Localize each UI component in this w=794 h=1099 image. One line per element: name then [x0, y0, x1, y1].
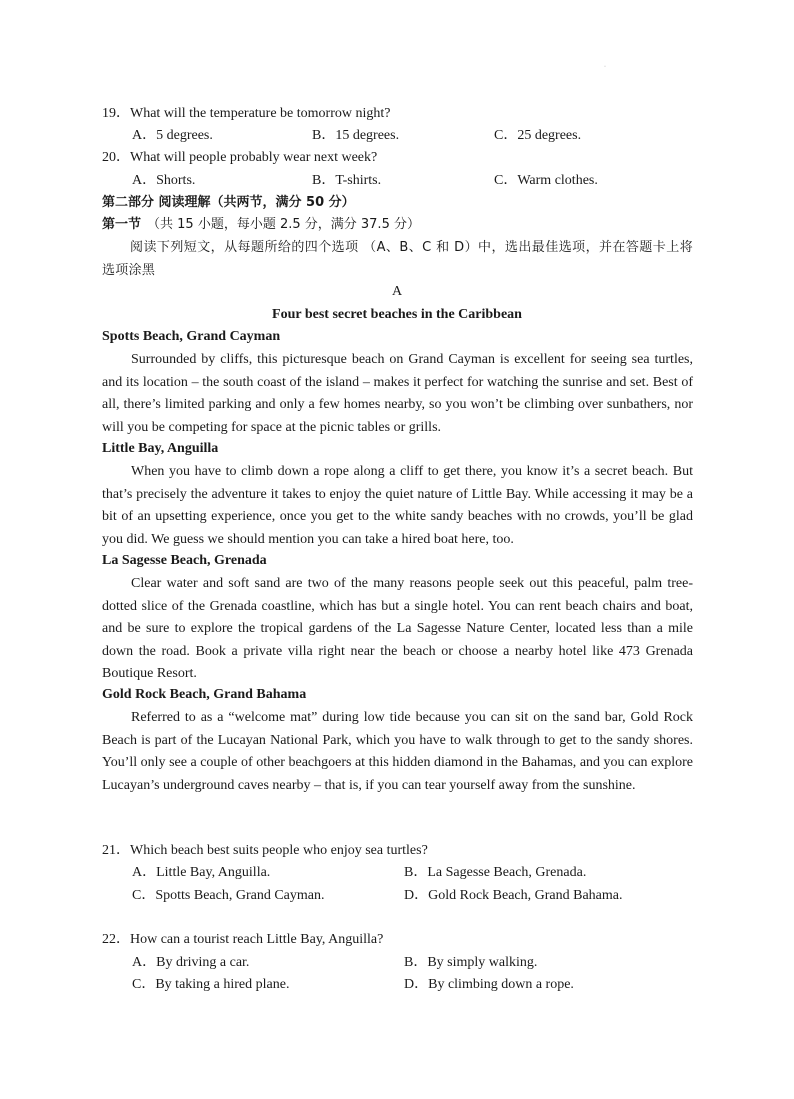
section-body-spotts: Surrounded by cliffs, this picturesque beach on Grand Cayman is excellent for seeing sea turtles, and its location – the south coast of the island – makes it perfect for watching the sunrise and set. Best of all, there’s limited parking and only a few homes nearby, so you won’t be climbing over sunbathers, nor will you be competing for space at the picnic tables or grills. [102, 352, 693, 435]
section-body-la-sagesse: Clear water and soft sand are two of the many reasons people seek out this peaceful, palm tree-dotted slice of the Grenada coastline, which has but a single hotel. You can rent beach chairs and boat, and be sure to explore the tropical gardens of the La Sagesse Nature Center, located less than a mile down the road. Book a private villa right near the beach or choose a nearby hotel like 473 Grenada Boutique Resort. [102, 576, 693, 681]
q19-option-c: C．25 degrees. [494, 128, 582, 143]
q22-option-b: B．By simply walking. [404, 955, 538, 970]
q21-option-b: B．La Sagesse Beach, Grenada. [404, 865, 587, 880]
reading-instruction: 阅读下列短文，从每题所给的四个选项 （A、B、C 和 D）中，选出最佳选项，并在答题卡上将选项涂黑 [102, 240, 693, 278]
q22-option-a: A．By driving a car. [132, 955, 250, 970]
section-heading-la-sagesse: La Sagesse Beach, Grenada [102, 553, 267, 568]
q20-option-b: B．T-shirts. [312, 173, 382, 188]
corner-mark: · [604, 64, 606, 70]
section-heading-spotts: Spotts Beach, Grand Cayman [102, 329, 281, 344]
q21-option-c: C．Spotts Beach, Grand Cayman. [132, 888, 325, 903]
q22-option-d: D．By climbing down a rope. [404, 977, 574, 992]
q19-option-a: A．5 degrees. [132, 128, 213, 143]
section-body-gold-rock: Referred to as a “welcome mat” during low tide because you can sit on the sand bar, Gold Rock Beach is part of the Lucayan National Park, which you have to walk through to get to the sandy shores. You’ll only see a couple of other beachgoers at this hidden diamond in the Bahamas, and you can explore Lucayan’s underground caves nearby – that is, if you can tear yourself away from the sunshine. [102, 710, 693, 793]
q22-option-c: C．By taking a hired plane. [132, 977, 290, 992]
q21-option-d: D．Gold Rock Beach, Grand Bahama. [404, 888, 623, 903]
section-label: 第一节 [102, 217, 142, 232]
q22-stem: 22．How can a tourist reach Little Bay, Anguilla? [102, 932, 384, 947]
passage-letter: A [391, 284, 403, 299]
passage-title: Four best secret beaches in the Caribbean [272, 307, 522, 322]
q21-stem: 21．Which beach best suits people who enjoy sea turtles? [102, 843, 428, 858]
q21-option-a: A．Little Bay, Anguilla. [132, 865, 271, 880]
q19-option-b: B．15 degrees. [312, 128, 400, 143]
q20-stem: 20．What will people probably wear next week? [102, 150, 378, 165]
q20-option-a: A．Shorts. [132, 173, 196, 188]
section-heading-gold-rock: Gold Rock Beach, Grand Bahama [102, 687, 307, 702]
section-note: （共 15 小题，每小题 2.5 分，满分 37.5 分） [147, 217, 420, 232]
section-heading-little-bay: Little Bay, Anguilla [102, 441, 219, 456]
q19-stem: 19．What will the temperature be tomorrow night? [102, 106, 391, 121]
part2-heading: 第二部分 阅读理解（共两节，满分 50 分） [102, 195, 355, 210]
section-one-line [102, 215, 420, 235]
section-body-little-bay: When you have to climb down a rope along a cliff to get there, you know it’s a secret beach. But that’s precisely the adventure it takes to enjoy the quiet nature of Little Bay. While accessing it may be a bit of an upsetting experience, once you get to the white sandy beaches with no crowds, you’ll be glad you did. We guess we should mention you can take a hired boat here, too. [102, 464, 693, 547]
q20-option-c: C．Warm clothes. [494, 173, 598, 188]
